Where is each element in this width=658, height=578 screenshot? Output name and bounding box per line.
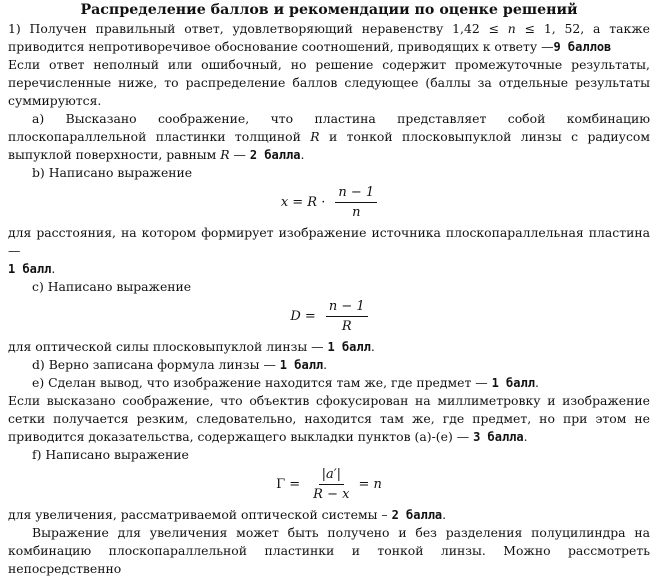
page-title: Распределение баллов и рекомендации по оценке решений	[80, 2, 578, 18]
item-e-text: e) Сделан вывод, что изображение находится там же, где предмет —	[32, 375, 492, 390]
formula-power-num: n − 1	[326, 299, 368, 317]
item-b-after-text: для расстояния, на котором формирует изображение источника плоскопараллельная пластина —	[8, 225, 650, 258]
item-c: c) Написано выражение	[32, 279, 192, 294]
formula-power-den: R	[341, 319, 352, 334]
formula-power-lhs: D =	[290, 308, 316, 324]
formula-power	[8, 299, 650, 334]
item-e: e) Сделан вывод, что изображение находится там же, где предмет — 1 балл.	[32, 375, 539, 390]
item-b-after: для расстояния, на котором формирует изображение источника плоскопараллельная пластина — 1 балл.	[8, 225, 650, 276]
item-d: d) Верно записана формула линзы — 1 балл.	[32, 357, 328, 372]
item-d-text: d) Верно записана формула линзы —	[32, 357, 280, 372]
points-1-b: 1 балл	[8, 262, 52, 276]
formula-distance-lhs: x = R ·	[280, 194, 326, 210]
points-1-c: 1 балл	[327, 340, 371, 354]
alternative-criterion: Если высказано соображение, что объектив сфокусирован на миллиметровку и изображение сетки получается резким, следовательно, находится там же, где предмет, но при этом не приводится доказательства, содержащего выкладки пунктов (a)-(e) — 3 балла.	[8, 393, 650, 444]
points-1-e: 1 балл	[491, 376, 535, 390]
var-R2: R	[220, 147, 230, 162]
partial-intro: Если ответ неполный или ошибочный, но решение содержит промежуточные результаты, перечисленные ниже, то распределение баллов следующее (баллы за отдельные результаты суммируются.	[8, 57, 650, 108]
var-n: n	[507, 21, 516, 36]
item-f-after: для увеличения, рассматриваемой оптической системы – 2 балла.	[8, 507, 447, 522]
item-f-after-text: для увеличения, рассматриваемой оптической системы –	[8, 507, 392, 522]
points-2: 2 балла	[249, 148, 301, 162]
points-3: 3 балла	[473, 430, 524, 444]
formula-magnification-num: |a′|	[319, 467, 344, 485]
var-R: R	[310, 129, 320, 144]
item-b: b) Написано выражение	[32, 165, 193, 180]
item-a-text2: и тонкой плосковыпуклой линзы с радиусом выпуклой поверхности, равным	[8, 129, 650, 162]
closing-paragraph: Выражение для увеличения может быть получено и без разделения полуцилиндра на комбинацию плоскопараллельной пластинки и тонкой линзы. Можно рассмотреть непосредственно	[8, 525, 650, 576]
item-a-text: a) Высказано соображение, что пластина представляет собой комбинацию плоскопараллельной пластинки толщиной	[8, 111, 650, 144]
formula-magnification-rhs: = n	[358, 476, 382, 492]
criterion-1	[8, 20, 650, 56]
item-f: f) Написано выражение	[32, 447, 189, 462]
formula-distance-num: n − 1	[335, 185, 377, 203]
points-9: 9 баллов	[553, 40, 612, 54]
points-2-f: 2 балла	[391, 508, 443, 522]
formula-distance-fraction	[335, 185, 377, 220]
points-1-d: 1 балл	[279, 358, 324, 372]
criterion-1-text-b: ≤ 1, 52, а также приводится непротиворечивое обоснование соотношений, приводящих к ответу —	[8, 21, 650, 54]
formula-power-fraction	[326, 299, 368, 334]
item-a-dash: —	[229, 147, 250, 162]
item-c-after-text: для оптической силы плосковыпуклой линзы —	[8, 339, 328, 354]
formula-magnification-den: R − x	[313, 487, 350, 502]
item-a: a) Высказано соображение, что пластина представляет собой комбинацию плоскопараллельной пластинки толщиной R и тонкой плосковыпуклой линзы с радиусом выпуклой поверхности, равным R — 2 балла.	[8, 111, 650, 162]
document-page	[0, 1, 658, 578]
formula-magnification-fraction	[310, 467, 352, 502]
formula-distance	[8, 185, 650, 220]
formula-distance-den: n	[352, 205, 361, 220]
formula-magnification-lhs: Γ =	[276, 476, 301, 492]
criterion-1-text-a: 1) Получен правильный ответ, удовлетворяющий неравенству 1,42 ≤	[8, 21, 508, 36]
item-c-after: для оптической силы плосковыпуклой линзы — 1 балл.	[8, 339, 375, 354]
formula-magnification	[8, 467, 650, 502]
alternative-criterion-text: Если высказано соображение, что объектив сфокусирован на миллиметровку и изображение сетки получается резким, следовательно, находится там же, где предмет, но при этом не приводится доказательства, содержащего выкладки пунктов (a)-(e) —	[8, 393, 650, 444]
